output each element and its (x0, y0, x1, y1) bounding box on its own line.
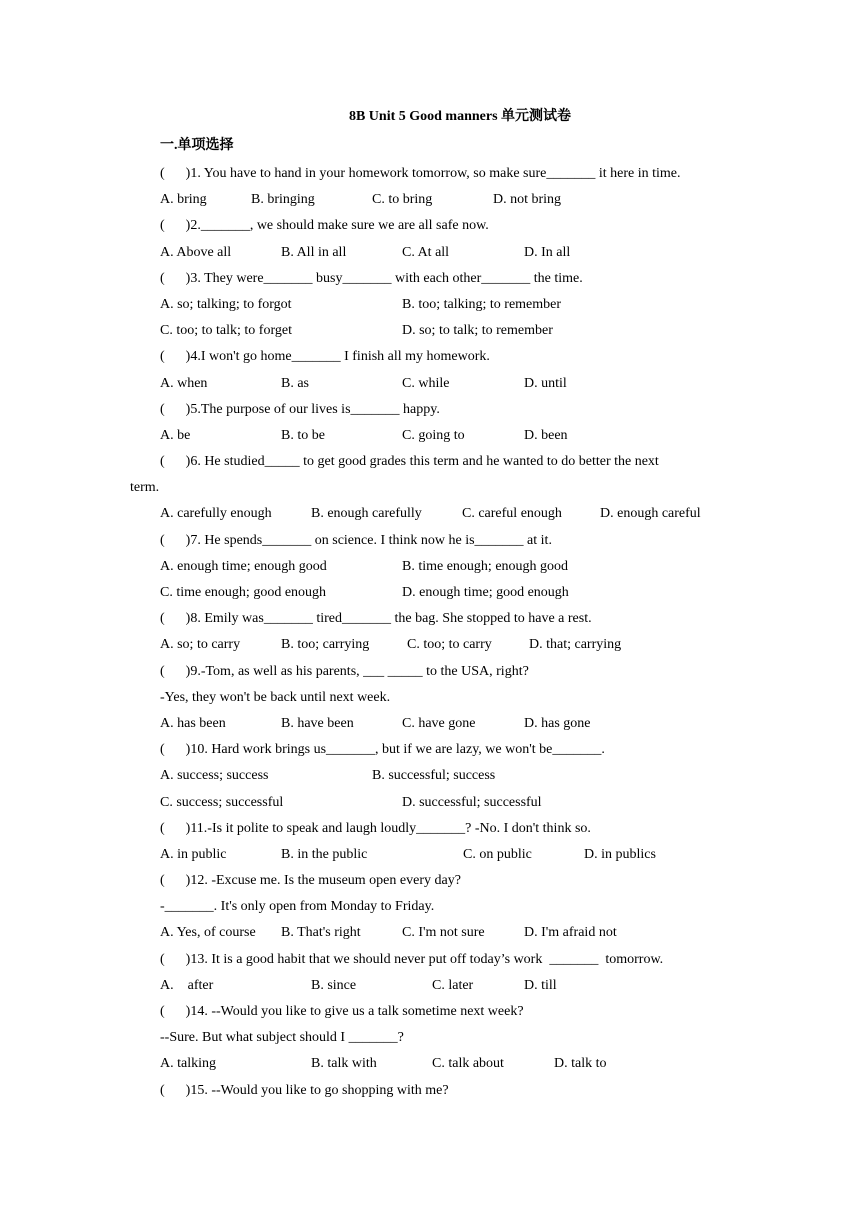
answer-option: A. has been (160, 715, 226, 731)
answer-options (130, 187, 730, 213)
answer-option: B. bringing (251, 192, 315, 208)
answer-option: C. to bring (372, 192, 433, 208)
answer-option: C. going to (402, 427, 465, 443)
answer-options (130, 318, 730, 344)
answer-option: C. time enough; good enough (160, 585, 327, 600)
answer-options (130, 842, 730, 868)
question-text: -Yes, they won't be back until next week. (160, 689, 391, 705)
answer-option: C. At all (402, 244, 450, 260)
answer-options (130, 920, 730, 946)
answer-option: A. in public (160, 846, 227, 862)
answer-options (130, 763, 730, 789)
answer-option: C. on public (463, 846, 532, 862)
question-text: ( )5.The purpose of our lives is_______ happy. (160, 401, 440, 417)
answer-option: D. In all (524, 244, 571, 260)
answer-option: A. when (160, 375, 208, 391)
answer-option: D. so; to talk; to remember (402, 323, 553, 339)
answer-option: D. till (524, 977, 557, 993)
answer-option: A. after (160, 977, 214, 993)
answer-option: D. not bring (493, 192, 562, 208)
question-list (130, 161, 730, 1104)
answer-option: B. talk with (311, 1056, 377, 1072)
answer-option: B. enough carefully (311, 506, 422, 522)
answer-option: B. too; talking; to remember (402, 296, 562, 312)
answer-option: B. in the public (281, 846, 368, 862)
question-text: --Sure. But what subject should I _______? (160, 1030, 404, 1046)
answer-option: C. careful enough (462, 506, 562, 522)
answer-options (130, 240, 730, 266)
answer-option: B. time enough; enough good (402, 558, 569, 574)
question-text: -_______. It's only open from Monday to Friday. (160, 899, 435, 915)
answer-options (130, 973, 730, 999)
answer-option: D. in publics (584, 846, 656, 862)
answer-option: C. have gone (402, 715, 476, 731)
answer-option: B. since (311, 977, 357, 993)
answer-option: B. too; carrying (281, 637, 370, 653)
answer-option: C. while (402, 375, 450, 391)
question-text: ( )1. You have to hand in your homework tomorrow, so make sure_______ it here in time. (160, 166, 681, 181)
answer-option: C. too; to carry (407, 637, 492, 653)
answer-option: D. successful; successful (402, 794, 542, 810)
answer-options (130, 711, 730, 737)
answer-option: A. Above all (160, 244, 232, 260)
answer-option: B. to be (281, 427, 325, 443)
answer-options (130, 580, 730, 606)
question-text: ( )11.-Is it polite to speak and laugh loudly_______? -No. I don't think so. (160, 820, 591, 836)
answer-option: A. talking (160, 1056, 216, 1072)
answer-options (130, 632, 730, 658)
answer-option: A. enough time; enough good (160, 558, 327, 574)
answer-option: A. so; to carry (160, 637, 241, 653)
answer-options (130, 1051, 730, 1077)
answer-option: A. Yes, of course (160, 925, 256, 941)
question-text: ( )12. -Excuse me. Is the museum open every day? (160, 873, 461, 889)
question-text: ( )8. Emily was_______ tired_______ the bag. She stopped to have a rest. (160, 611, 592, 627)
answer-option: B. successful; success (372, 768, 496, 784)
answer-option: B. as (281, 375, 309, 391)
answer-option: A. be (160, 427, 191, 443)
answer-options (130, 501, 730, 527)
question-text: ( )15. --Would you like to go shopping with me? (160, 1082, 449, 1098)
answer-option: D. talk to (554, 1056, 607, 1072)
answer-option: D. that; carrying (529, 637, 622, 653)
answer-option: C. I'm not sure (402, 925, 485, 941)
question-text: ( )14. --Would you like to give us a talk sometime next week? (160, 1004, 524, 1019)
answer-option: A. bring (160, 192, 207, 208)
answer-options (130, 554, 730, 580)
question-text: ( )6. He studied_____ to get good grades this term and he wanted to do better the next (160, 454, 659, 470)
answer-option: D. has gone (524, 715, 591, 731)
answer-option: C. too; to talk; to forget (160, 323, 292, 339)
answer-option: C. later (432, 977, 474, 993)
answer-options (130, 371, 730, 397)
answer-option: B. All in all (281, 244, 347, 260)
answer-options (130, 292, 730, 318)
answer-option: D. been (524, 427, 568, 443)
question-text: ( )4.I won't go home_______ I finish all my homework. (160, 349, 490, 365)
answer-option: A. success; success (160, 768, 269, 784)
answer-option: C. success; successful (160, 794, 284, 810)
answer-options (130, 423, 730, 449)
answer-option: B. That's right (281, 925, 361, 941)
answer-option: D. until (524, 375, 567, 391)
question-text: ( )9.-Tom, as well as his parents, ___ _____ to the USA, right? (160, 663, 529, 679)
section-heading: 一.单项选择 (160, 138, 234, 153)
question-text: ( )13. It is a good habit that we should never put off today’s work _______ tomorrow. (160, 951, 664, 967)
answer-option: D. enough time; good enough (402, 585, 569, 600)
answer-option: A. carefully enough (160, 506, 272, 522)
answer-option: D. enough careful (600, 506, 701, 522)
answer-option: C. talk about (432, 1056, 504, 1072)
answer-option: A. so; talking; to forgot (160, 296, 292, 312)
answer-options (130, 790, 730, 816)
question-text: ( )10. Hard work brings us_______, but if we are lazy, we won't be_______. (160, 742, 605, 758)
answer-option: D. I'm afraid not (524, 925, 617, 941)
question-continuation: term. (130, 480, 160, 496)
answer-option: B. have been (281, 715, 354, 731)
question-text: ( )7. He spends_______ on science. I think now he is_______ at it. (160, 532, 552, 548)
question-text: ( )2._______, we should make sure we are all safe now. (160, 218, 489, 234)
page-title: 8B Unit 5 Good manners 单元测试卷 (348, 109, 572, 124)
question-text: ( )3. They were_______ busy_______ with each other_______ the time. (160, 270, 583, 286)
